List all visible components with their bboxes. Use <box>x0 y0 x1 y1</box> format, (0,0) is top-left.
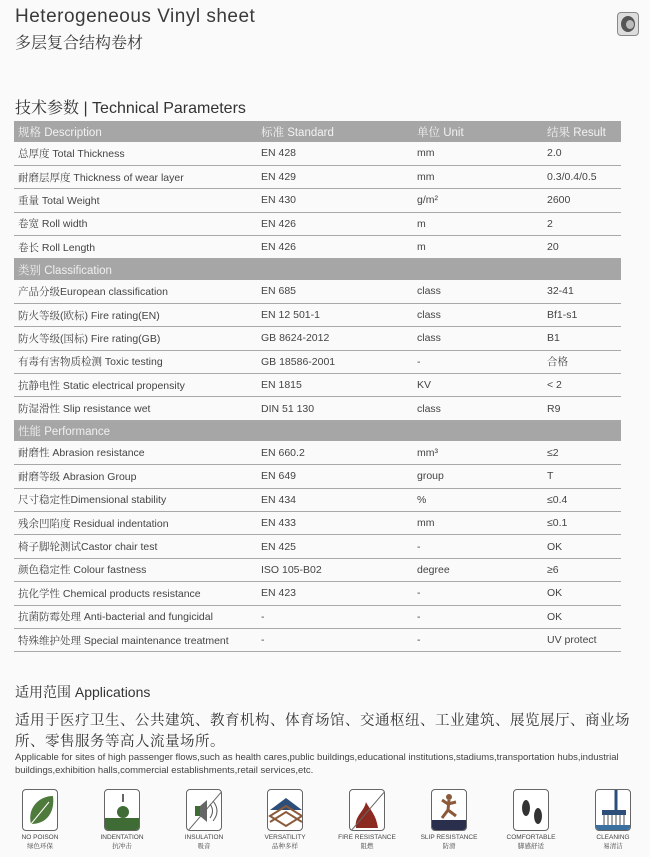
table-row <box>14 165 621 188</box>
unit-cell: mm <box>413 511 543 534</box>
page-title: Heterogeneous Vinyl sheet <box>15 6 256 27</box>
result-cell: B1 <box>543 327 621 350</box>
table-row <box>14 236 621 259</box>
table-row <box>14 582 621 605</box>
feature-label-en: INDENTATION <box>100 834 144 841</box>
unit-cell: - <box>413 582 543 605</box>
feature-slip-resistance <box>419 789 479 850</box>
feature-label-cn: 吸音 <box>197 843 211 850</box>
result-cell: 32-41 <box>543 280 621 303</box>
result-cell: OK <box>543 582 621 605</box>
result-cell: ≤0.4 <box>543 488 621 511</box>
description-cell: 抗化学性 Chemical products resistance <box>14 582 257 605</box>
standard-cell: EN 426 <box>257 236 413 259</box>
applications-text-cn: 适用于医疗卫生、公共建筑、教育机构、体育场馆、交通枢纽、工业建筑、展览展厅、商业场所、零售服务等高人流量场所。 <box>15 713 630 750</box>
unit-cell: KV <box>413 374 543 397</box>
unit-cell: g/m² <box>413 189 543 212</box>
standard-cell: EN 649 <box>257 465 413 488</box>
description-cell: 总厚度 Total Thickness <box>14 142 257 165</box>
unit-cell: mm <box>413 142 543 165</box>
table-row <box>14 465 621 488</box>
page-subtitle: 多层复合结构卷材 <box>15 35 144 52</box>
section-title: 技术参数 | Technical Parameters <box>15 100 246 117</box>
table-row <box>14 212 621 235</box>
performance-section <box>14 420 621 441</box>
feature-comfortable <box>501 789 561 850</box>
standard-cell: EN 425 <box>257 535 413 558</box>
standard-cell: GB 8624-2012 <box>257 327 413 350</box>
column-header: 规格 Description <box>14 121 257 142</box>
standard-cell: DIN 51 130 <box>257 397 413 420</box>
unit-cell: m <box>413 212 543 235</box>
section-header: 类别 Classification <box>14 259 621 280</box>
table-header <box>14 121 621 142</box>
indentation-icon <box>104 789 140 831</box>
table-row <box>14 350 621 373</box>
description-cell: 防火等级(欧标) Fire rating(EN) <box>14 303 257 326</box>
standard-cell: EN 1815 <box>257 374 413 397</box>
description-cell: 耐磨层厚度 Thickness of wear layer <box>14 165 257 188</box>
standard-cell: EN 426 <box>257 212 413 235</box>
unit-cell: - <box>413 535 543 558</box>
table-row <box>14 605 621 628</box>
standard-cell: EN 429 <box>257 165 413 188</box>
column-header: 结果 Result <box>543 121 621 142</box>
description-cell: 防湿滑性 Slip resistance wet <box>14 397 257 420</box>
table-row <box>14 189 621 212</box>
feature-label-en: COMFORTABLE <box>506 834 556 841</box>
table-row <box>14 142 621 165</box>
description-cell: 抗菌防霉处理 Anti-bacterial and fungicidal <box>14 605 257 628</box>
feature-label-en: FIRE RESISTANCE <box>338 834 396 841</box>
result-cell: ≤0.1 <box>543 511 621 534</box>
result-cell: T <box>543 465 621 488</box>
standard-cell: EN 12 501-1 <box>257 303 413 326</box>
table-row <box>14 558 621 581</box>
description-cell: 抗静电性 Static electrical propensity <box>14 374 257 397</box>
applications-text-en: Applicable for sites of high passenger flows,such as health cares,public buildings,educational institutions,stadiums,transportation hubs,industrial buildings,exhibition halls,commercial establishments,retail services,etc. <box>15 752 619 776</box>
speaker-icon <box>186 789 222 831</box>
feature-label-cn: 绿色环保 <box>27 843 53 850</box>
feature-icons <box>10 789 640 857</box>
standard-cell: EN 428 <box>257 142 413 165</box>
standard-cell: EN 660.2 <box>257 441 413 464</box>
standard-cell: EN 433 <box>257 511 413 534</box>
description-cell: 尺寸稳定性Dimensional stability <box>14 488 257 511</box>
technical-parameters-table <box>14 121 621 652</box>
table-row <box>14 374 621 397</box>
standard-cell: EN 430 <box>257 189 413 212</box>
table-row <box>14 327 621 350</box>
fire-icon <box>349 789 385 831</box>
description-cell: 有毒有害物质检测 Toxic testing <box>14 350 257 373</box>
table-row <box>14 441 621 464</box>
standard-cell: ISO 105-B02 <box>257 558 413 581</box>
feature-label-en: CLEANING <box>596 834 630 841</box>
unit-cell: - <box>413 605 543 628</box>
description-cell: 产品分级European classification <box>14 280 257 303</box>
description-cell: 耐磨性 Abrasion resistance <box>14 441 257 464</box>
description-cell: 卷宽 Roll width <box>14 212 257 235</box>
feature-label-cn: 阻燃 <box>360 843 374 850</box>
unit-cell: % <box>413 488 543 511</box>
feature-cleaning <box>583 789 643 850</box>
result-cell: OK <box>543 535 621 558</box>
table-row <box>14 397 621 420</box>
feature-no-poison <box>10 789 70 850</box>
unit-cell: class <box>413 280 543 303</box>
feature-fire-resistance <box>337 789 397 850</box>
feature-insulation <box>174 789 234 850</box>
feature-label-cn: 易清洁 <box>603 843 623 850</box>
result-cell: UV protect <box>543 628 621 651</box>
feature-versatility <box>255 789 315 850</box>
description-cell: 重量 Total Weight <box>14 189 257 212</box>
column-header: 标准 Standard <box>257 121 413 142</box>
description-cell: 卷长 Roll Length <box>14 236 257 259</box>
unit-cell: class <box>413 327 543 350</box>
standard-cell: EN 434 <box>257 488 413 511</box>
description-cell: 颜色稳定性 Colour fastness <box>14 558 257 581</box>
section-header: 性能 Performance <box>14 420 621 441</box>
unit-cell: class <box>413 397 543 420</box>
unit-cell: - <box>413 628 543 651</box>
feature-indentation <box>92 789 152 850</box>
footprints-icon <box>513 789 549 831</box>
unit-cell: mm³ <box>413 441 543 464</box>
result-cell: 2.0 <box>543 142 621 165</box>
feature-label-cn: 抗冲击 <box>112 843 132 850</box>
description-cell: 椅子脚轮测试Castor chair test <box>14 535 257 558</box>
feature-label-en: SLIP RESISTANCE <box>420 834 478 841</box>
slip-person-icon <box>431 789 467 831</box>
description-cell: 防火等级(国标) Fire rating(GB) <box>14 327 257 350</box>
feature-label-cn: 脚感舒适 <box>518 843 544 850</box>
feature-label-en: INSULATION <box>184 834 224 841</box>
result-cell: 20 <box>543 236 621 259</box>
table-row <box>14 303 621 326</box>
brush-icon <box>595 789 631 831</box>
result-cell: ≥6 <box>543 558 621 581</box>
standard-cell: - <box>257 605 413 628</box>
result-cell: ≤2 <box>543 441 621 464</box>
result-cell: 2 <box>543 212 621 235</box>
result-cell: 2600 <box>543 189 621 212</box>
feature-label-cn: 防滑 <box>442 843 456 850</box>
result-cell: OK <box>543 605 621 628</box>
unit-cell: mm <box>413 165 543 188</box>
feature-label-en: VERSATILITY <box>264 834 306 841</box>
unit-cell: m <box>413 236 543 259</box>
unit-cell: - <box>413 350 543 373</box>
leaf-icon <box>22 789 58 831</box>
classification-section <box>14 259 621 280</box>
description-cell: 残余凹陷度 Residual indentation <box>14 511 257 534</box>
result-cell: 0.3/0.4/0.5 <box>543 165 621 188</box>
table-row <box>14 488 621 511</box>
result-cell: < 2 <box>543 374 621 397</box>
result-cell: R9 <box>543 397 621 420</box>
table-row <box>14 535 621 558</box>
feature-label-en: NO POISON <box>21 834 59 841</box>
description-cell: 耐磨等级 Abrasion Group <box>14 465 257 488</box>
unit-cell: class <box>413 303 543 326</box>
result-cell: 合格 <box>543 350 621 373</box>
table-row <box>14 511 621 534</box>
applications-title: 适用范围 Applications <box>15 684 151 700</box>
standard-cell: - <box>257 628 413 651</box>
standard-cell: GB 18586-2001 <box>257 350 413 373</box>
description-cell: 特殊维护处理 Special maintenance treatment <box>14 628 257 651</box>
column-header: 单位 Unit <box>413 121 543 142</box>
result-cell: Bf1-s1 <box>543 303 621 326</box>
unit-cell: degree <box>413 558 543 581</box>
standard-cell: EN 685 <box>257 280 413 303</box>
brand-logo-icon <box>617 12 639 36</box>
feature-label-cn: 品种多样 <box>272 843 298 850</box>
table-row <box>14 280 621 303</box>
layers-icon <box>267 789 303 831</box>
unit-cell: group <box>413 465 543 488</box>
table-row <box>14 628 621 651</box>
standard-cell: EN 423 <box>257 582 413 605</box>
